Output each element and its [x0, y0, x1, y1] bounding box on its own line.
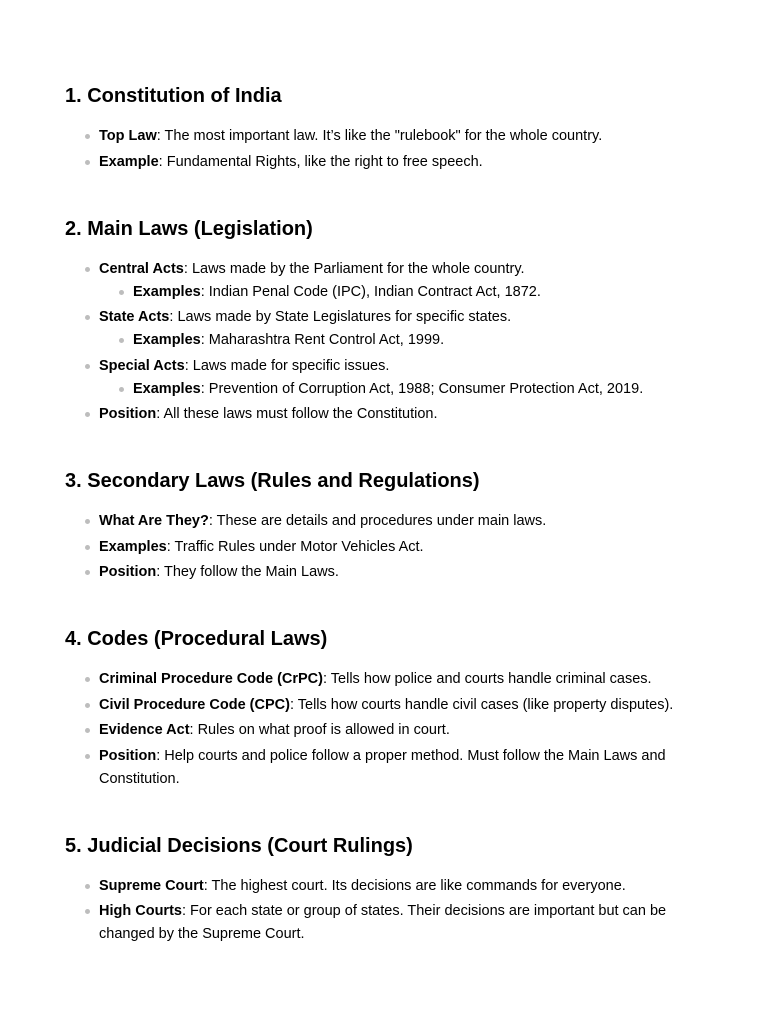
item-text: : Laws made for specific issues.	[184, 357, 390, 374]
bullet-list	[65, 668, 708, 791]
list-item	[99, 745, 708, 791]
list-item	[99, 536, 708, 559]
bullet-list	[65, 125, 708, 174]
item-text: : Fundamental Rights, like the right to free speech.	[158, 153, 483, 170]
item-text: : Laws made by State Legislatures for specific states.	[169, 309, 512, 325]
list-item	[99, 875, 708, 898]
item-term: Position	[99, 564, 157, 580]
list-item	[99, 694, 708, 717]
section-main-laws	[65, 217, 708, 427]
item-term: Position	[99, 747, 157, 764]
item-text: : Laws made by the Parliament for the whole country.	[183, 260, 525, 277]
section-secondary-laws	[65, 469, 708, 584]
sub-list	[99, 329, 708, 352]
item-term: Special Acts	[99, 357, 185, 374]
item-text: : Prevention of Corruption Act, 1988; Consumer Protection Act, 2019.	[200, 380, 644, 397]
section-heading: 3. Secondary Laws (Rules and Regulations)	[65, 470, 480, 492]
list-item	[99, 151, 708, 174]
sub-list-item	[133, 378, 708, 401]
item-term: Examples	[133, 380, 201, 397]
bullet-list	[65, 510, 708, 584]
list-item	[99, 510, 708, 533]
item-term: Evidence Act	[99, 722, 190, 738]
list-item	[99, 668, 708, 691]
item-text: : Indian Penal Code (IPC), Indian Contract Act, 1872.	[200, 283, 541, 300]
item-text: : Maharashtra Rent Control Act, 1999.	[200, 332, 445, 348]
item-text: : All these laws must follow the Constitution.	[156, 406, 438, 422]
item-term: Top Law	[99, 128, 157, 144]
sub-list	[99, 378, 708, 401]
item-term: State Acts	[99, 309, 170, 325]
item-text: : Tells how police and courts handle criminal cases.	[323, 671, 652, 687]
list-item	[99, 355, 708, 401]
sub-list-item	[133, 329, 708, 352]
list-item	[99, 258, 708, 304]
item-term: Criminal Procedure Code (CrPC)	[99, 671, 323, 687]
item-term: Civil Procedure Code (CPC)	[99, 696, 290, 713]
item-text: : Help courts and police follow a proper method. Must follow the Main Laws and Constitution.	[99, 747, 666, 787]
item-text: : For each state or group of states. Their decisions are important but can be changed by the Supreme Court.	[99, 903, 667, 942]
list-item	[99, 403, 708, 426]
item-term: Position	[99, 406, 157, 422]
list-item	[99, 900, 708, 946]
item-term: What Are They?	[99, 513, 209, 529]
item-text: : The highest court. Its decisions are like commands for everyone.	[203, 877, 626, 894]
section-heading: 4. Codes (Procedural Laws)	[65, 628, 328, 650]
bullet-list	[65, 875, 708, 947]
item-term: Examples	[133, 332, 201, 348]
sub-list	[99, 281, 708, 304]
item-term: Supreme Court	[99, 877, 204, 894]
list-item	[99, 125, 708, 148]
item-text: : The most important law. It’s like the "rulebook" for the whole country.	[156, 128, 603, 144]
sub-list-item	[133, 281, 708, 304]
item-text: : These are details and procedures under main laws.	[208, 513, 547, 529]
item-text: : They follow the Main Laws.	[156, 564, 339, 580]
section-heading: 5. Judicial Decisions (Court Rulings)	[65, 834, 413, 857]
item-term: Examples	[99, 538, 167, 555]
section-heading: 2. Main Laws (Legislation)	[65, 217, 313, 240]
item-term: High Courts	[99, 903, 182, 919]
item-term: Example	[99, 153, 159, 170]
section-judicial-decisions	[65, 834, 708, 947]
item-term: Examples	[133, 283, 201, 300]
item-term: Central Acts	[99, 260, 184, 277]
list-item	[99, 561, 708, 584]
list-item	[99, 719, 708, 742]
item-text: : Traffic Rules under Motor Vehicles Act.	[166, 538, 424, 555]
item-text: : Rules on what proof is allowed in court.	[189, 722, 450, 738]
section-constitution	[65, 84, 708, 174]
list-item	[99, 306, 708, 352]
item-text: : Tells how courts handle civil cases (like property disputes).	[289, 696, 674, 713]
section-codes	[65, 627, 708, 791]
section-heading: 1. Constitution of India	[65, 85, 282, 107]
bullet-list	[65, 258, 708, 427]
